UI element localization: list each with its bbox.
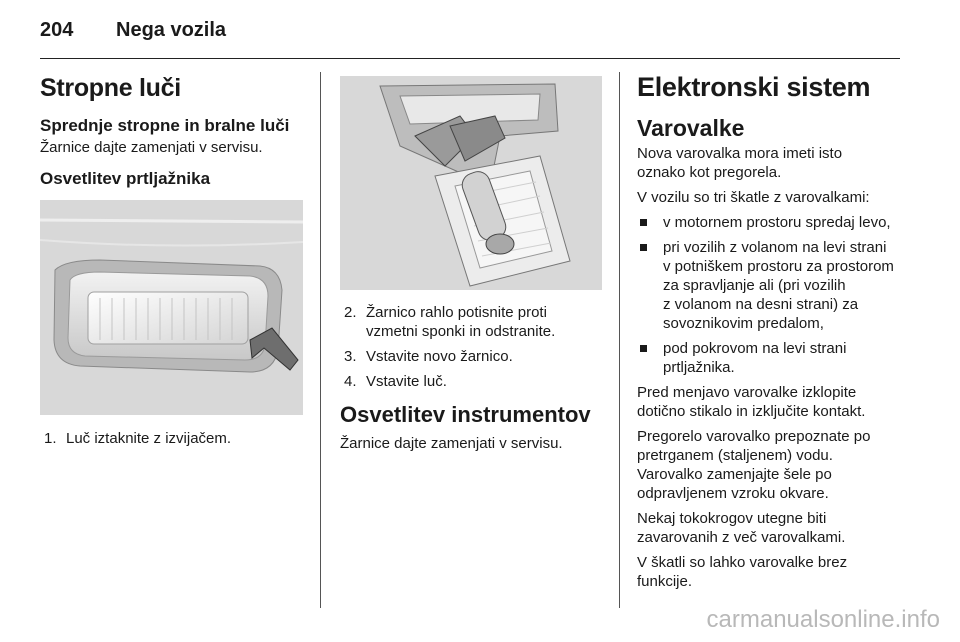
step-text-cont: vzmetni sponki in odstranite.	[366, 323, 556, 340]
text-line: z volanom na desni strani) za	[663, 296, 859, 313]
column-1	[40, 74, 310, 189]
text-line: zavarovanih z več varovalkami.	[637, 529, 846, 546]
fuse-box-list	[637, 213, 907, 377]
step-text: Vstavite novo žarnico.	[366, 348, 513, 365]
text-line: v potniškem prostoru za prostorom	[663, 258, 894, 275]
column-3	[637, 72, 907, 591]
text-line: Nekaj tokokrogov utegne biti	[637, 510, 827, 527]
text-line: pretrganem (staljenem) vodu.	[637, 447, 833, 464]
list-item	[637, 213, 907, 232]
step-number: 4.	[344, 373, 357, 390]
text-line: Varovalko zamenjajte šele po	[637, 466, 832, 483]
subsection-title-fuses: Varovalke	[637, 115, 745, 141]
text-line: odpravljenem vzroku okvare.	[637, 485, 829, 502]
text-line: Nova varovalka mora imeti isto	[637, 145, 843, 162]
list-item	[340, 303, 610, 341]
text-line: Pred menjavo varovalke izklopite	[637, 384, 857, 401]
column-divider-2	[619, 72, 620, 608]
paragraph	[637, 144, 907, 182]
list-item	[340, 347, 610, 366]
paragraph	[637, 427, 907, 503]
bullet-icon	[640, 345, 647, 352]
step-list-1	[40, 429, 310, 454]
service-note: Žarnice dajte zamenjati v servisu.	[340, 435, 563, 452]
text-line: funkcije.	[637, 573, 693, 590]
list-item	[637, 339, 907, 377]
section-title-stropne-luci: Stropne luči	[40, 74, 181, 102]
step-text: Vstavite luč.	[366, 373, 447, 390]
list-item	[340, 372, 610, 391]
text-line: v motornem prostoru spredaj levo,	[663, 214, 891, 231]
page-section-title: Nega vozila	[116, 19, 227, 41]
bullet-icon	[640, 219, 647, 226]
trunk-light-illustration	[40, 200, 303, 415]
bulb-holder-figure	[340, 76, 602, 290]
text-line: oznako kot pregorela.	[637, 164, 782, 181]
text-line: za spravljanje ali (pri vozilih	[663, 277, 846, 294]
list-item	[637, 238, 907, 333]
step-number: 1.	[44, 430, 57, 447]
bullet-icon	[640, 244, 647, 251]
service-note: Žarnice dajte zamenjati v servisu.	[40, 139, 263, 156]
column-divider-1	[320, 72, 321, 608]
section-title-electronics: Elektronski sistem	[637, 72, 871, 102]
page-number: 204	[40, 19, 74, 41]
step-list-2	[340, 303, 610, 397]
section-title-instrument-lighting: Osvetlitev instrumentov	[340, 402, 591, 427]
trunk-light-figure	[40, 200, 303, 415]
text-line: pri vozilih z volanom na levi strani	[663, 239, 887, 256]
subsection-trunk-light: Osvetlitev prtljažnika	[40, 169, 211, 188]
paragraph	[637, 383, 907, 421]
instrument-lighting-section	[340, 402, 615, 453]
text-line: dotično stikalo in izključite kontakt.	[637, 403, 866, 420]
text-line: V škatli so lahko varovalke brez	[637, 554, 848, 571]
paragraph: V vozilu so tri škatle z varovalkami:	[637, 189, 870, 206]
step-text: Žarnico rahlo potisnite proti	[366, 304, 547, 321]
text-line: pod pokrovom na levi strani	[663, 340, 847, 357]
list-item	[40, 429, 310, 448]
step-number: 3.	[344, 348, 357, 365]
paragraph	[637, 553, 907, 591]
header-divider	[40, 58, 900, 59]
text-line: sovoznikovim predalom,	[663, 315, 824, 332]
text-line: Pregorelo varovalko prepoznate po	[637, 428, 871, 445]
step-text: Luč iztaknite z izvijačem.	[66, 430, 232, 447]
watermark: carmanualsonline.info	[706, 606, 940, 633]
text-line: prtljažnika.	[663, 359, 735, 376]
paragraph	[637, 509, 907, 547]
step-number: 2.	[344, 304, 357, 321]
bulb-holder-illustration	[340, 76, 602, 290]
subsection-title: Sprednje stropne in bralne luči	[40, 116, 290, 135]
